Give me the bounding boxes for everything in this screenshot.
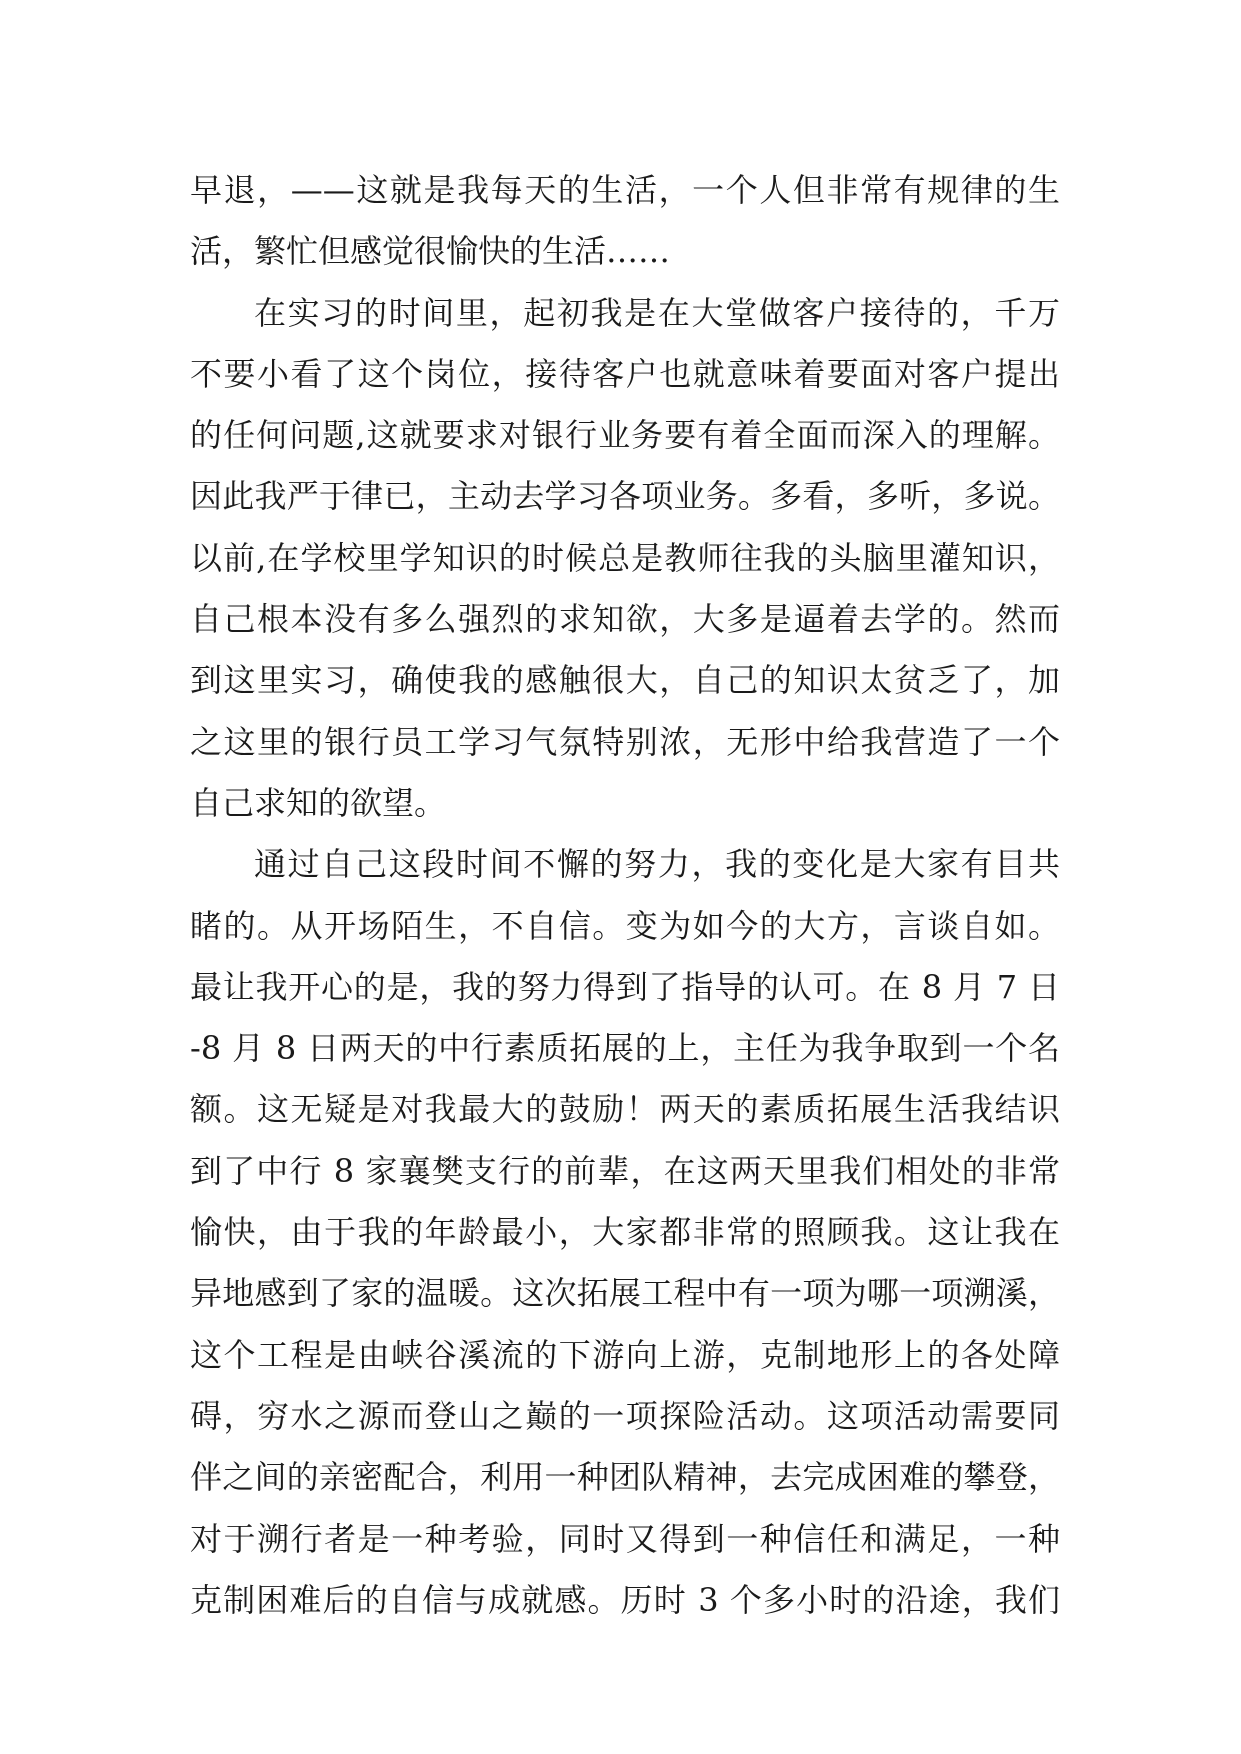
text-line: 到了中行 8 家襄樊支行的前辈，在这两天里我们相处的非常 <box>190 1151 1060 1190</box>
text-line: 克制困难后的自信与成就感。历时 3 个多小时的沿途，我们 <box>190 1580 1060 1619</box>
text-line: 以前,在学校里学知识的时候总是教师往我的头脑里灌知识， <box>190 538 1060 577</box>
text-line: 这个工程是由峡谷溪流的下游向上游，克制地形上的各处障 <box>190 1335 1060 1374</box>
text-line: 通过自己这段时间不懈的努力，我的变化是大家有目共 <box>254 845 1060 884</box>
text-line: 伴之间的亲密配合，利用一种团队精神，去完成困难的攀登， <box>190 1458 1060 1497</box>
text-line: 睹的。从开场陌生，不自信。变为如今的大方，言谈自如。 <box>190 906 1060 945</box>
text-line: 活，繁忙但感觉很愉快的生活…… <box>190 232 671 271</box>
text-line: 在实习的时间里，起初我是在大堂做客户接待的，千万 <box>254 293 1060 332</box>
text-line: 之这里的银行员工学习气氛特别浓，无形中给我营造了一个 <box>190 722 1060 761</box>
body-text <box>190 160 1060 1631</box>
text-line: 碍，穷水之源而登山之巅的一项探险活动。这项活动需要同 <box>190 1396 1060 1435</box>
text-line: 早退，——这就是我每天的生活，一个人但非常有规律的生 <box>190 171 1060 209</box>
text-line: 最让我开心的是，我的努力得到了指导的认可。在 8 月 7 日 <box>190 967 1060 1006</box>
text-line: 不要小看了这个岗位，接待客户也就意味着要面对客户提出 <box>190 354 1060 393</box>
text-line: 愉快，由于我的年龄最小，大家都非常的照顾我。这让我在 <box>190 1213 1060 1252</box>
text-line: 到这里实习，确使我的感触很大，自己的知识太贫乏了，加 <box>190 661 1060 700</box>
text-line: 对于溯行者是一种考验，同时又得到一种信任和满足，一种 <box>190 1519 1060 1558</box>
text-line: 额。这无疑是对我最大的鼓励！两天的素质拓展生活我结识 <box>190 1090 1060 1129</box>
text-line: 的任何问题,这就要求对银行业务要有着全面而深入的理解。 <box>190 416 1060 455</box>
text-line: 异地感到了家的温暖。这次拓展工程中有一项为哪一项溯溪， <box>190 1274 1060 1313</box>
text-line: 因此我严于律已，主动去学习各项业务。多看，多听，多说。 <box>190 477 1060 516</box>
text-line: 自己求知的欲望。 <box>190 783 447 822</box>
text-line: 自己根本没有多么强烈的求知欲，大多是逼着去学的。然而 <box>190 600 1060 639</box>
text-line: -8 月 8 日两天的中行素质拓展的上，主任为我争取到一个名 <box>190 1029 1060 1068</box>
